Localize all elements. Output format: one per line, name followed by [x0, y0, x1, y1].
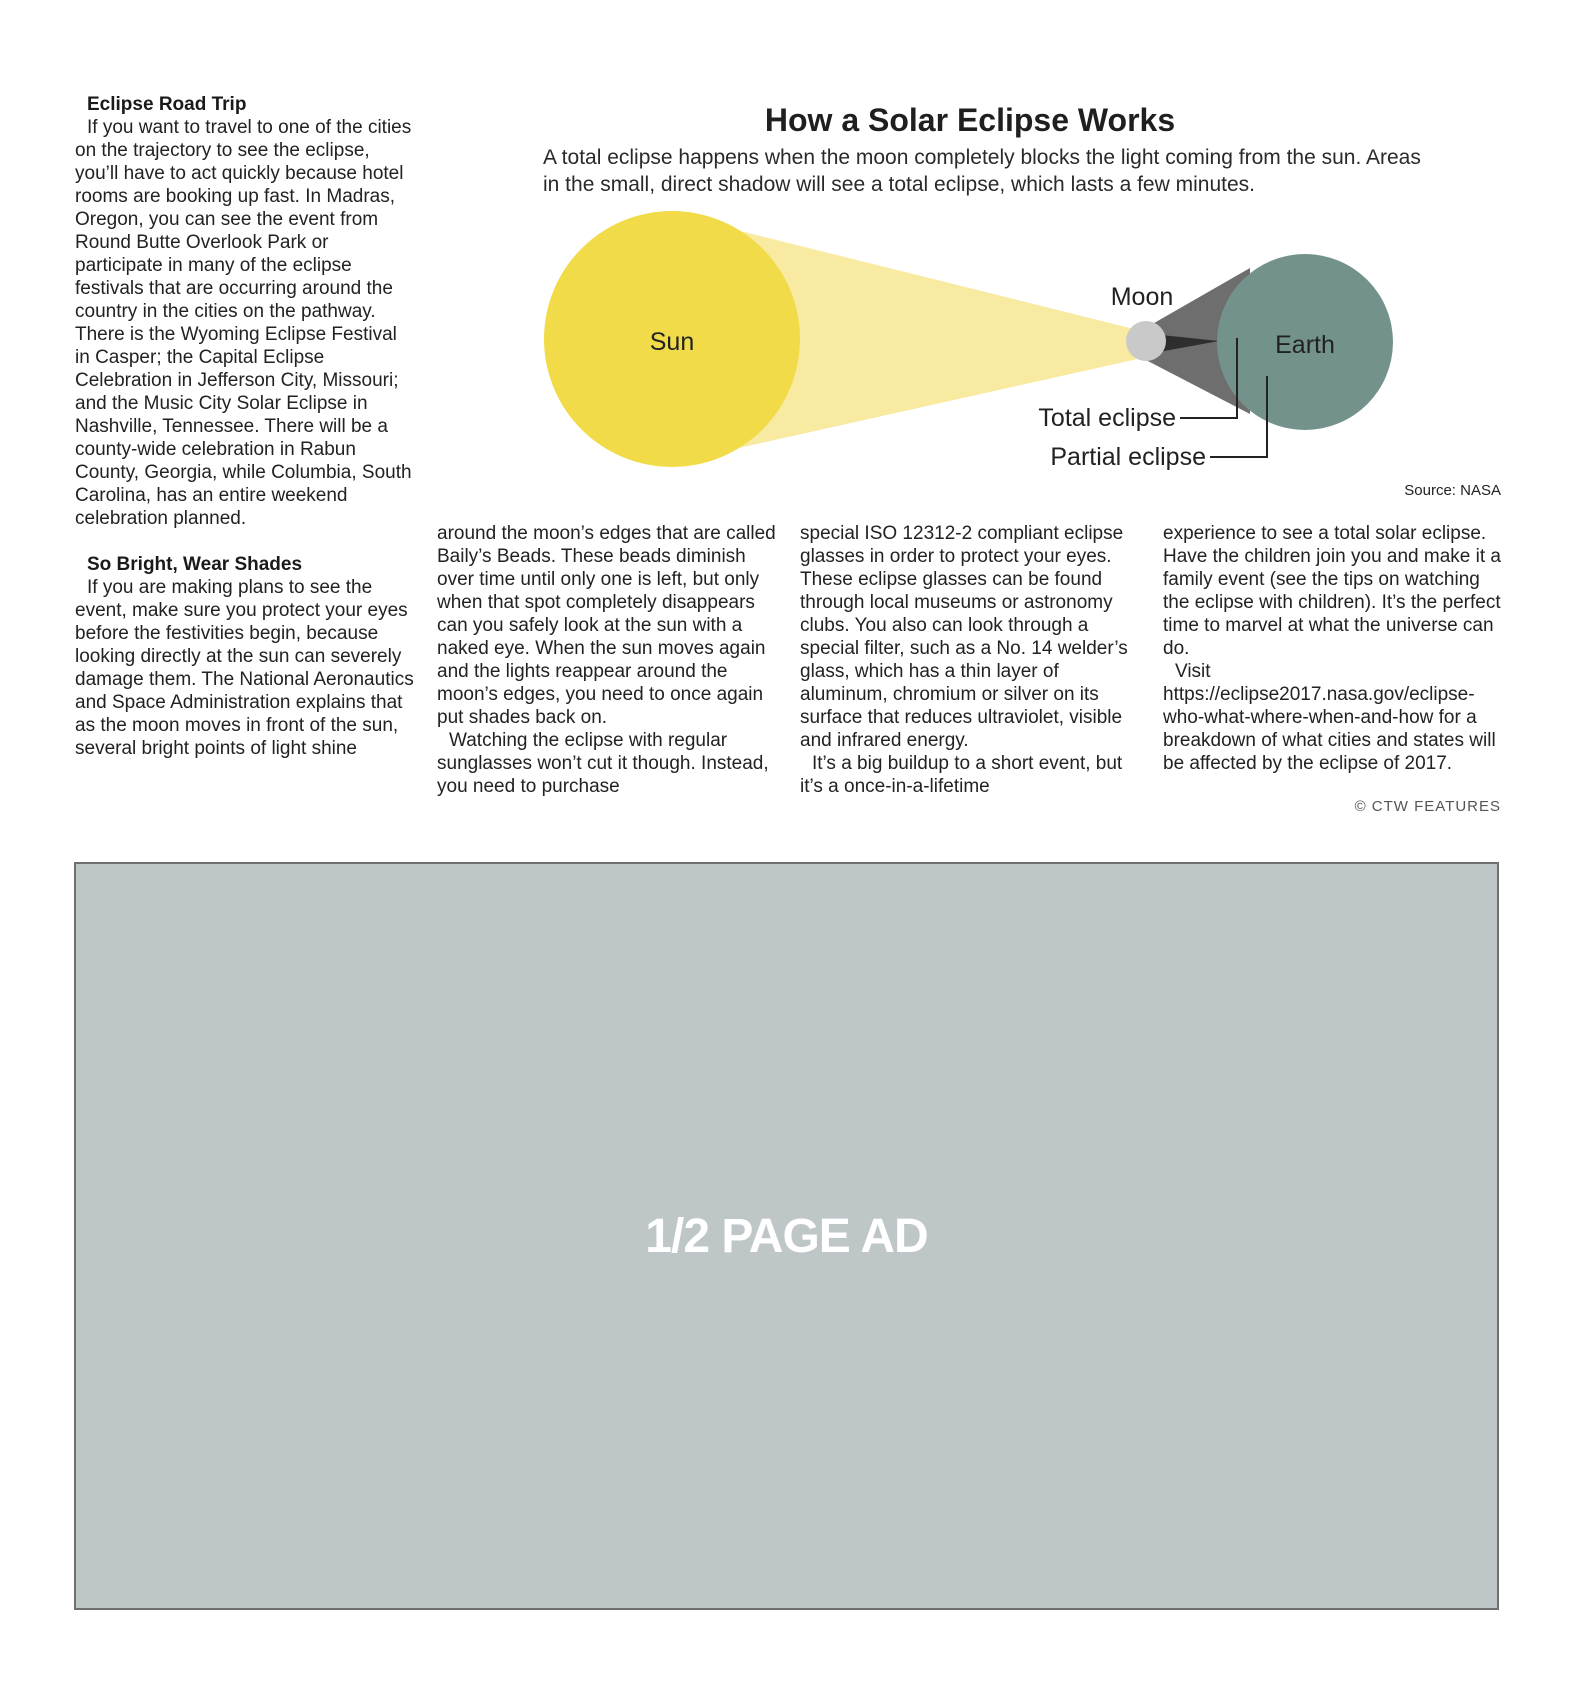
article-credit: © CTW FEATURES: [1354, 798, 1501, 815]
paragraph-buildup: It’s a big buildup to a short event, but it’s a once-in-a-lifetime: [800, 753, 1123, 797]
section-heading-shades: So Bright, Wear Shades: [87, 554, 303, 575]
earth-label: Earth: [1275, 331, 1335, 359]
paragraph-shades-2: around the moon’s edges that are called Baily’s Beads. These beads diminish over time until only one is left, but only when that spot completely disappears can you safely look at the sun with a naked eye. When the sun moves again and the lights reappear around the moon’s edges, you need to once again put shades back on.: [437, 523, 776, 728]
paragraph-glasses: special ISO 12312-2 compliant eclipse glasses in order to protect your eyes. These eclipse glasses can be found through local museums or astronomy clubs. You also can look through a special filter, such as a No. 14 welder’s glass, which has a thin layer of aluminum, chromium or silver on its surface that reduces ultraviolet, visible and infrared energy.: [800, 523, 1128, 751]
article-column-1: [75, 93, 415, 760]
moon-label: Moon: [1110, 283, 1174, 311]
sun-label: Sun: [649, 328, 695, 356]
moon-circle: [1126, 321, 1166, 361]
total-eclipse-label: Total eclipse: [1038, 404, 1176, 432]
paragraph-sunglasses: Watching the eclipse with regular sunglasses won’t cut it though. Instead, you need to purchase: [437, 730, 769, 797]
paragraph-visit: Visit https://eclipse2017.nasa.gov/eclipse-who-what-where-when-and-how for a breakdown of what cities and states will be affected by the eclipse of 2017.: [1163, 661, 1496, 774]
paragraph-road-trip: If you want to travel to one of the cities on the trajectory to see the eclipse, you’ll have to act quickly because hotel rooms are booking up fast. In Madras, Oregon, you can see the event from Round Butte Overlook Park or participate in many of the eclipse festivals that are occurring around the country in the cities on the pathway. There is the Wyoming Eclipse Festival in Casper; the Capital Eclipse Celebration in Jefferson City, Missouri; and the Music City Solar Eclipse in Nashville, Tennessee. There will be a county-wide celebration in Rabun County, Georgia, while Columbia, South Carolina, has an entire weekend celebration planned.: [75, 117, 412, 529]
paragraph-shades-1: If you are making plans to see the event, make sure you protect your eyes before the festivities begin, because looking directly at the sun can severely damage them. The National Aeronautics and Space Administration explains that as the moon moves in front of the sun, several bright points of light shine: [75, 577, 414, 759]
graphic-title: How a Solar Eclipse Works: [764, 102, 1176, 138]
article-column-3: [800, 522, 1140, 798]
section-heading-road-trip: Eclipse Road Trip: [87, 94, 247, 115]
article-column-4: [1163, 522, 1503, 775]
paragraph-experience: experience to see a total solar eclipse. Have the children join you and make it a family event (see the tips on watching the eclipse with children). It’s the perfect time to marvel at what the universe can do.: [1163, 523, 1501, 659]
ad-label: 1/2 PAGE AD: [645, 1209, 928, 1263]
eclipse-diagram: [530, 200, 1430, 480]
graphic-source: Source: NASA: [1404, 482, 1501, 499]
graphic-subtitle: A total eclipse happens when the moon completely blocks the light coming from the sun. Areas in the small, direct shadow will see a total eclipse, which lasts a few minutes.: [543, 146, 1421, 196]
ad-placeholder[interactable]: [74, 862, 1499, 1610]
partial-eclipse-label: Partial eclipse: [1050, 443, 1206, 471]
article-column-2: [437, 522, 777, 798]
